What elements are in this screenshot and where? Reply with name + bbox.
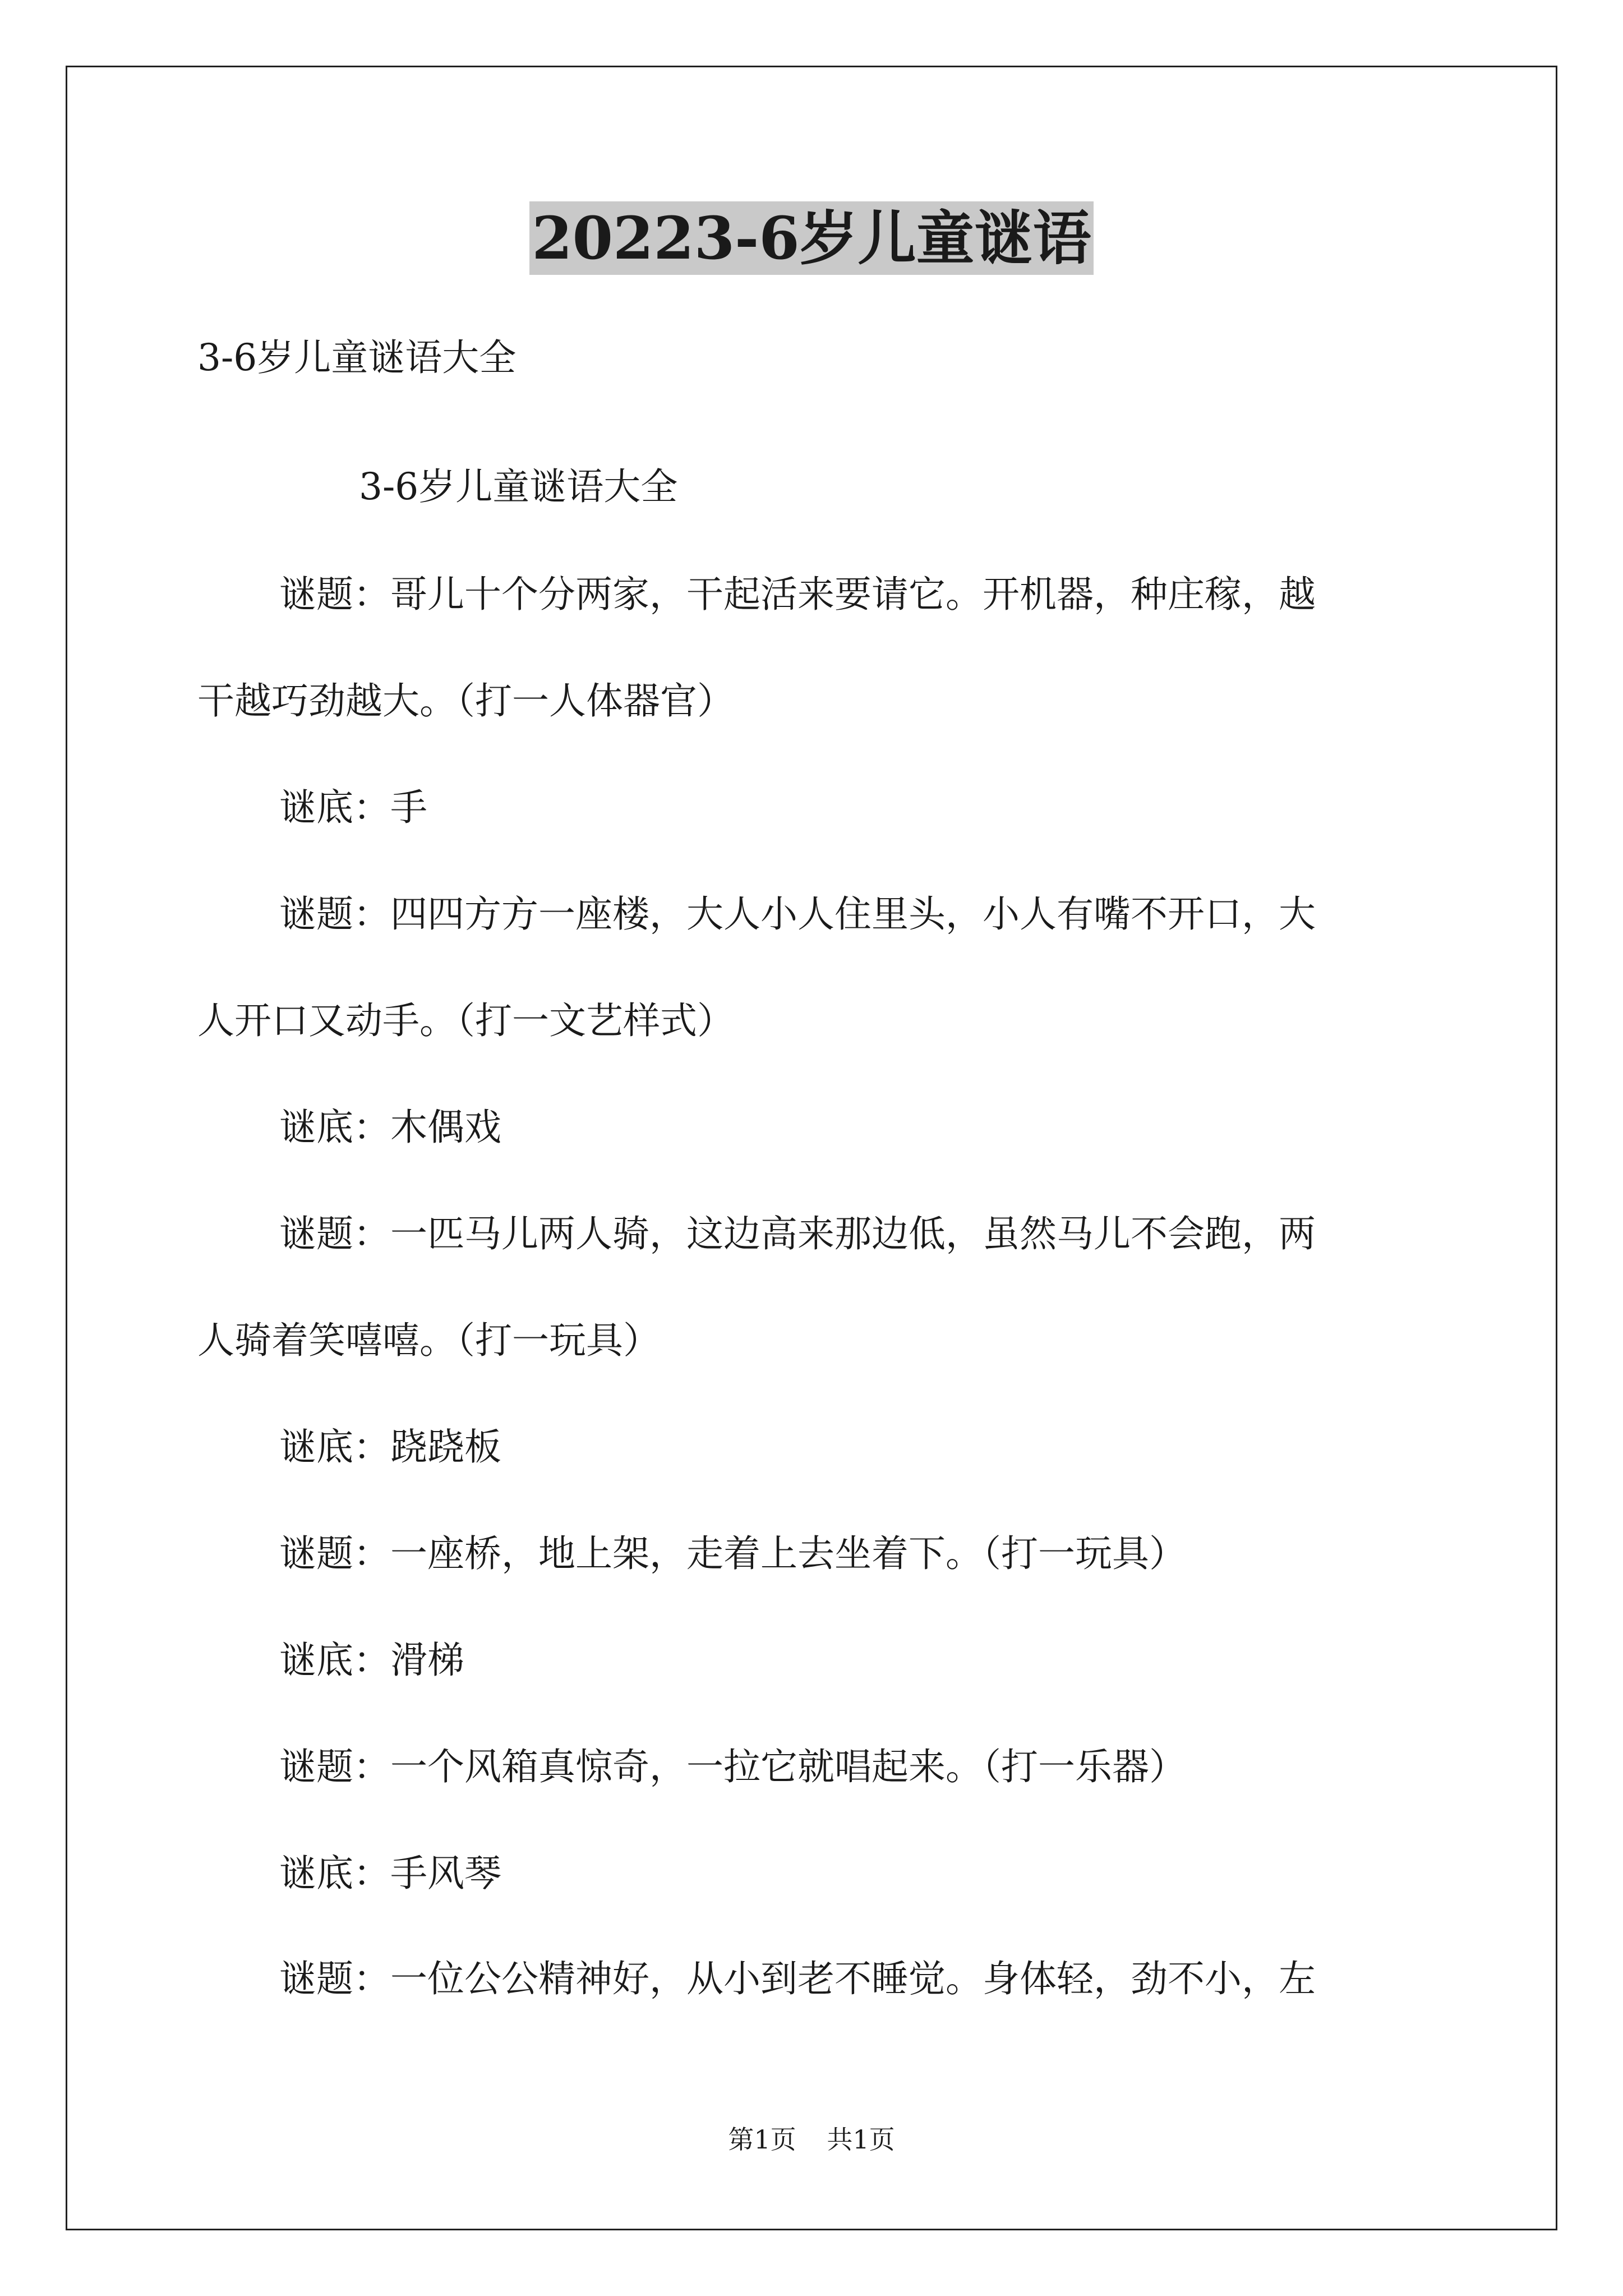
riddle-3-answer: 谜底：跷跷板 xyxy=(279,1425,501,1469)
riddle-2-question-line-1: 谜题：四四方方一座楼，大人小人住里头，小人有嘴不开口，大 xyxy=(279,892,1316,936)
riddle-1-question-line-2: 干越巧劲越大。（打一人体器官） xyxy=(197,679,734,723)
riddle-5-answer: 谜底：手风琴 xyxy=(279,1852,501,1895)
heading-left: 3-6岁儿童谜语大全 xyxy=(197,336,517,379)
document-title xyxy=(0,196,1623,280)
riddle-4-question-line-1: 谜题：一座桥，地上架，走着上去坐着下。（打一玩具） xyxy=(279,1532,1186,1575)
riddle-3-question-line-2: 人骑着笑嘻嘻。（打一玩具） xyxy=(197,1319,660,1362)
riddle-1-answer: 谜底：手 xyxy=(279,786,427,829)
page-number: 第1页 xyxy=(728,2124,796,2155)
riddle-5-question-line-1: 谜题：一个风箱真惊奇，一拉它就唱起来。（打一乐器） xyxy=(279,1745,1186,1788)
riddle-2-question-line-2: 人开口又动手。（打一文艺样式） xyxy=(197,999,734,1042)
riddle-1-question-line-1: 谜题：哥儿十个分两家，干起活来要请它。开机器，种庄稼，越 xyxy=(279,573,1316,616)
riddle-2-answer: 谜底：木偶戏 xyxy=(279,1106,501,1149)
riddle-6-question-line-1: 谜题：一位公公精神好，从小到老不睡觉。身体轻，劲不小，左 xyxy=(279,1957,1316,2000)
riddle-3-question-line-1: 谜题：一匹马儿两人骑，这边高来那边低，虽然马儿不会跑，两 xyxy=(279,1212,1316,1255)
riddle-4-answer: 谜底：滑梯 xyxy=(279,1639,464,1682)
heading-indented: 3-6岁儿童谜语大全 xyxy=(359,465,678,508)
page-footer xyxy=(0,2123,1623,2156)
page-total: 共1页 xyxy=(827,2124,895,2155)
title-text: 20223-6岁儿童谜语 xyxy=(529,201,1093,275)
